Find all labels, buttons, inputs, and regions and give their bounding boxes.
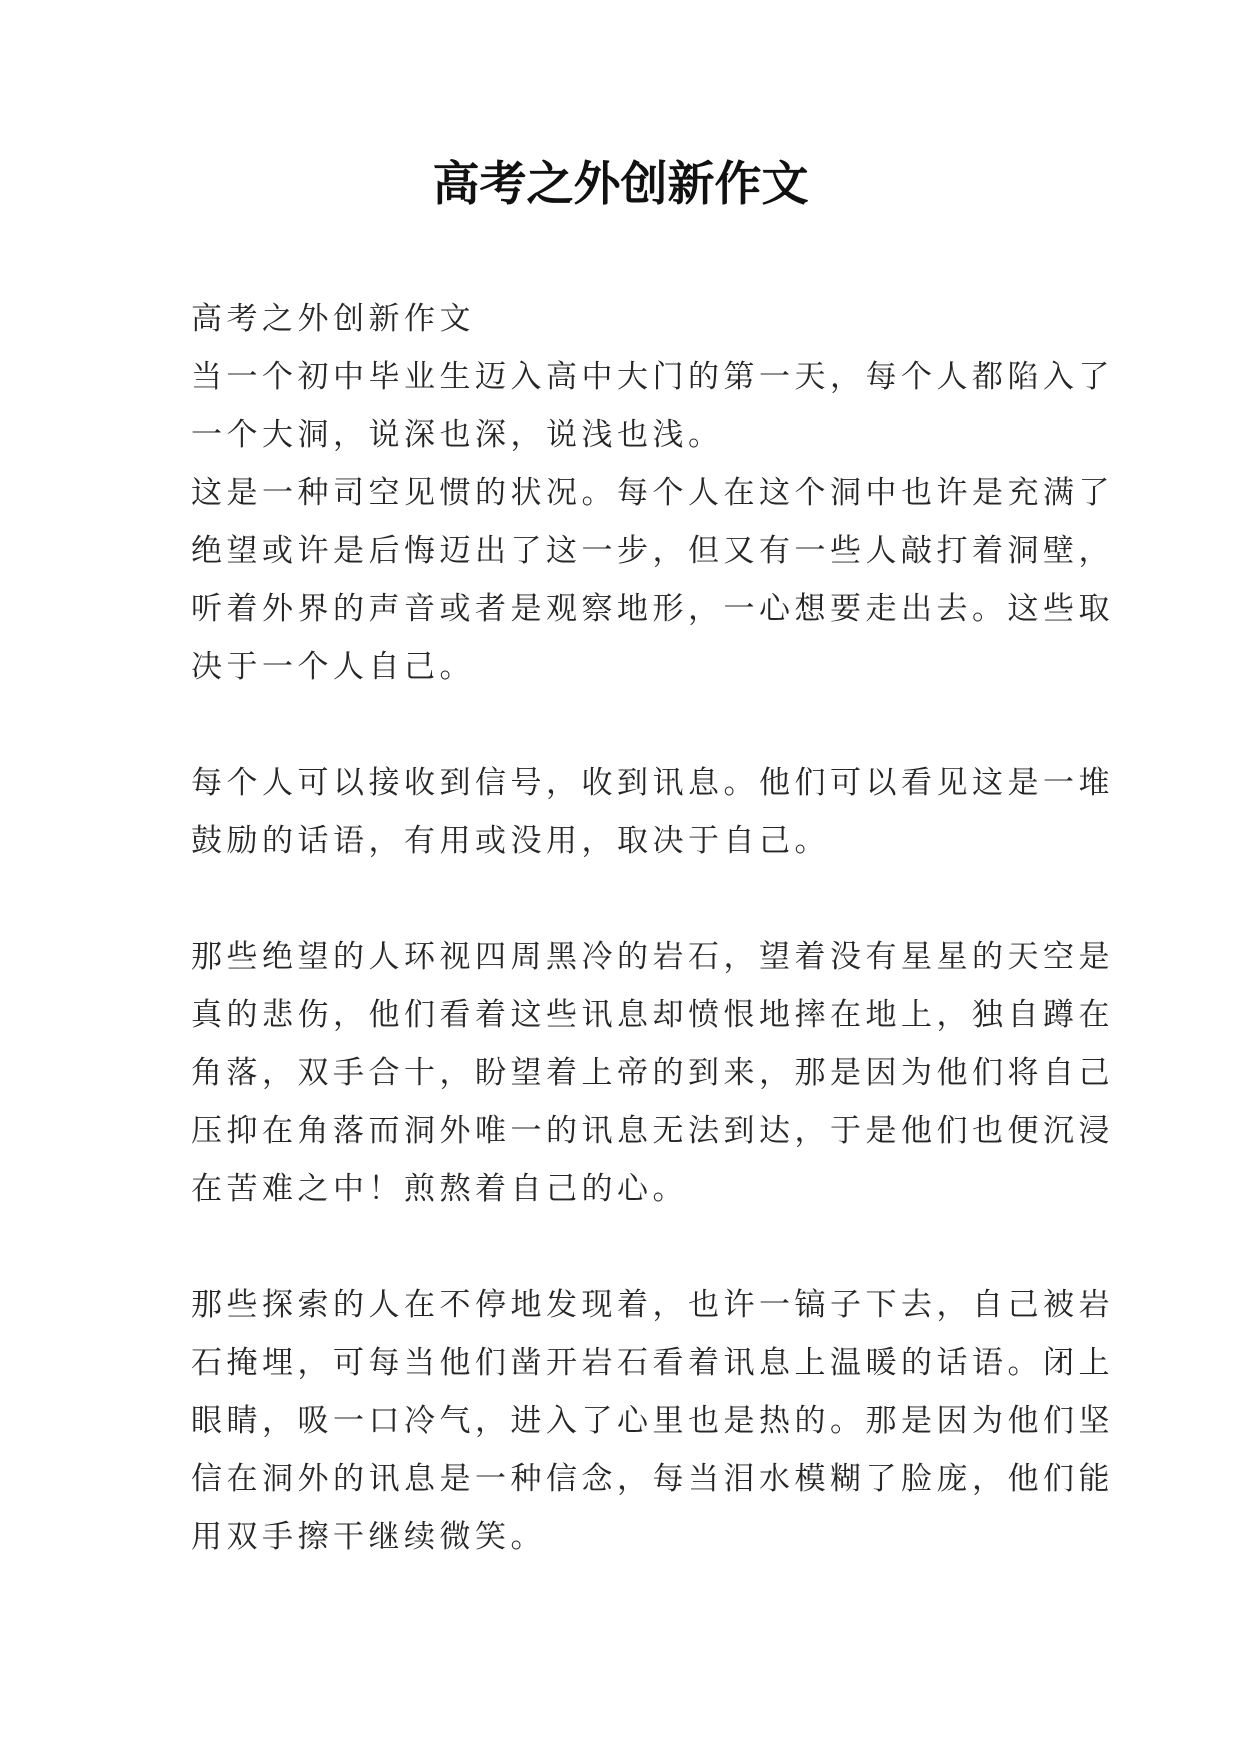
body-line: 高考之外创新作文	[191, 301, 475, 337]
body-line: 用双手擦干继续微笑。	[191, 1519, 546, 1555]
body-line: 当一个初中毕业生迈入高中大门的第一天，每个人都陷入了	[191, 359, 1114, 395]
paragraph-gap	[191, 1218, 1061, 1276]
body-line: 这是一种司空见惯的状况。每个人在这个洞中也许是充满了	[191, 475, 1114, 511]
body-line: 决于一个人自己。	[191, 649, 475, 685]
body-line: 真的悲伤，他们看着这些讯息却愤恨地摔在地上，独自蹲在	[191, 997, 1114, 1033]
paragraph-gap	[191, 696, 1061, 754]
body-line: 每个人可以接收到信号，收到讯息。他们可以看见这是一堆	[191, 765, 1114, 801]
body-line: 压抑在角落而洞外唯一的讯息无法到达，于是他们也便沉浸	[191, 1113, 1114, 1149]
body-line: 信在洞外的讯息是一种信念，每当泪水模糊了脸庞，他们能	[191, 1461, 1114, 1497]
document-title: 高考之外创新作文	[432, 157, 809, 212]
body-line: 一个大洞，说深也深，说浅也浅。	[191, 417, 724, 453]
body-line: 那些绝望的人环视四周黑冷的岩石，望着没有星星的天空是	[191, 939, 1114, 975]
body-line: 那些探索的人在不停地发现着，也许一镐子下去，自己被岩	[191, 1287, 1114, 1323]
body-line: 在苦难之中！煎熬着自己的心。	[191, 1171, 688, 1207]
body-line: 眼睛，吸一口冷气，进入了心里也是热的。那是因为他们坚	[191, 1403, 1114, 1439]
body-line: 角落，双手合十，盼望着上帝的到来，那是因为他们将自己	[191, 1055, 1114, 1091]
paragraph-gap	[191, 870, 1061, 928]
body-line: 石掩埋，可每当他们凿开岩石看着讯息上温暖的话语。闭上	[191, 1345, 1114, 1381]
body-line: 听着外界的声音或者是观察地形，一心想要走出去。这些取	[191, 591, 1114, 627]
body-line: 绝望或许是后悔迈出了这一步，但又有一些人敲打着洞壁，	[191, 533, 1114, 569]
body-line: 鼓励的话语，有用或没用，取决于自己。	[191, 823, 830, 859]
document-body	[191, 290, 1114, 1566]
